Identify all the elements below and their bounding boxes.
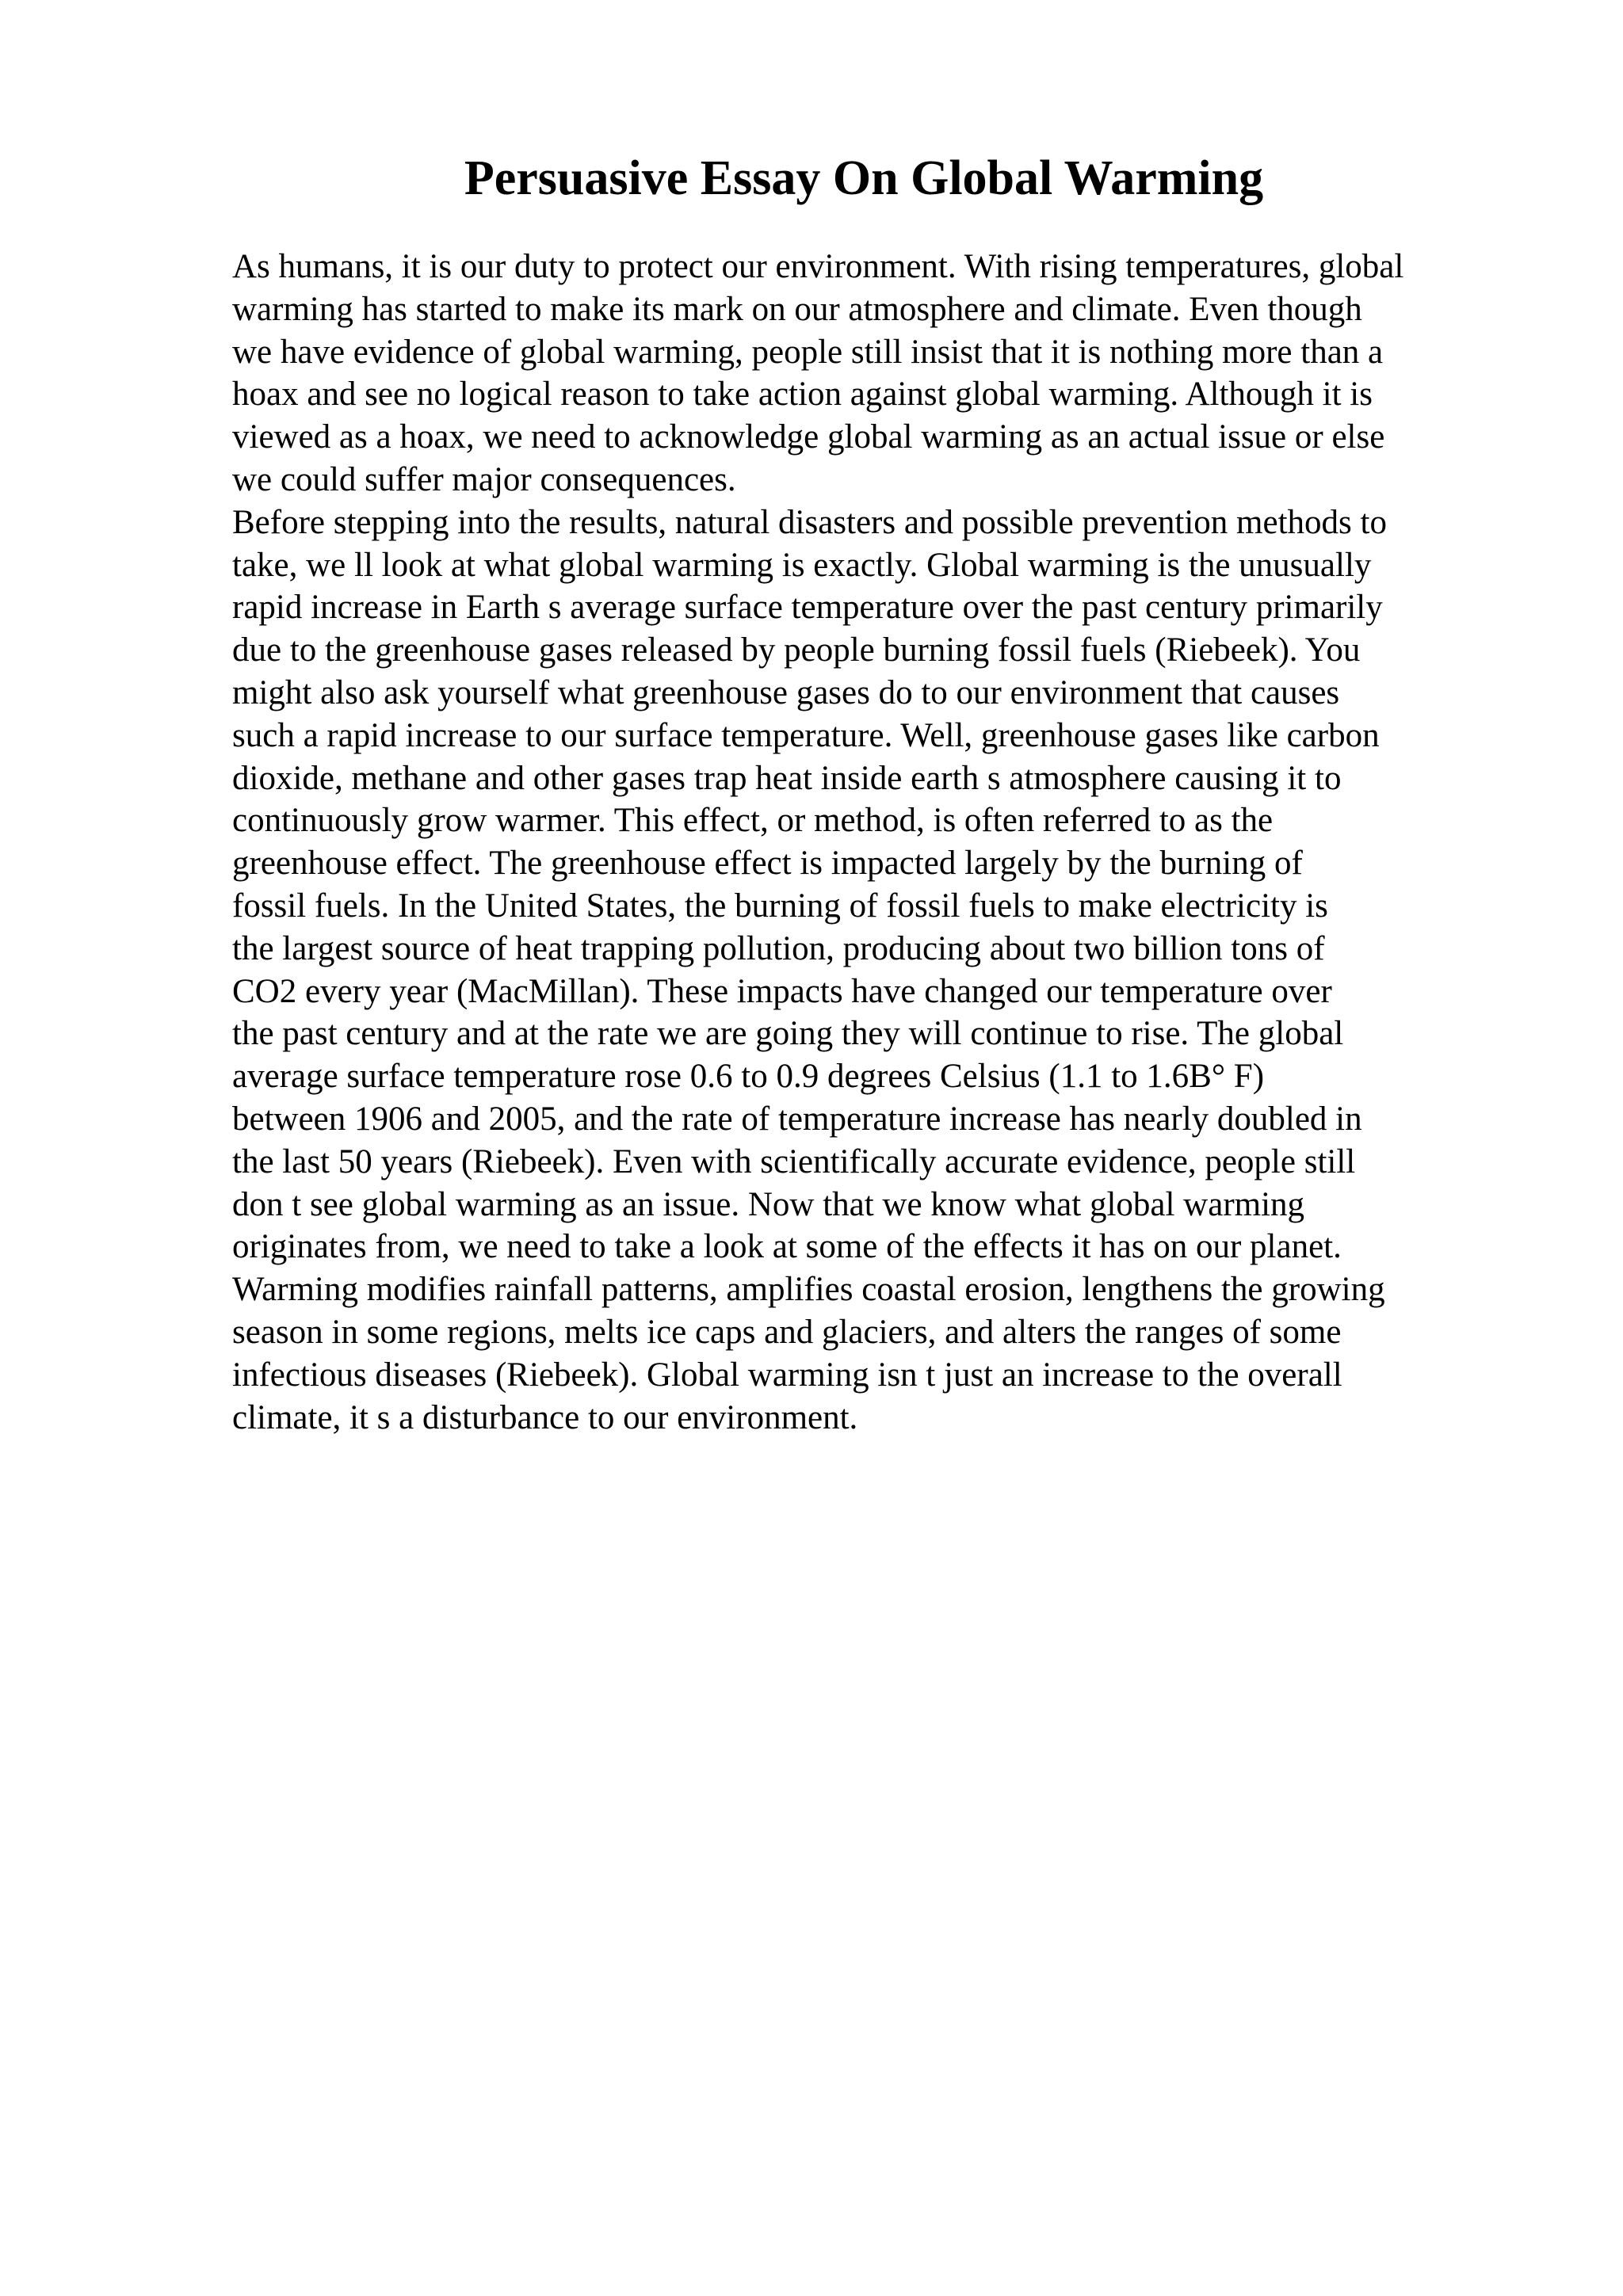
text-line: Before stepping into the results, natural disasters and possible prevention methods to (232, 503, 1387, 541)
text-line: don t see global warming as an issue. Now that we know what global warming (232, 1185, 1305, 1223)
essay-body (232, 246, 1579, 1439)
text-line: the largest source of heat trapping pollution, producing about two billion tons of (232, 929, 1325, 967)
text-line: As humans, it is our duty to protect our environment. With rising temperatures, global (232, 248, 1404, 285)
text-line: hoax and see no logical reason to take action against global warming. Although it is (232, 376, 1373, 414)
text-line: the last 50 years (Riebeek). Even with scientifically accurate evidence, people still (232, 1142, 1356, 1180)
text-line: take, we ll look at what global warming is exactly. Global warming is the unusually (232, 546, 1372, 584)
text-line: average surface temperature rose 0.6 to 0.9 degrees Celsius (1.1 to 1.6B° F) (232, 1058, 1265, 1096)
document-title: Persuasive Essay On Global Warming (464, 151, 1264, 205)
text-line: season in some regions, melts ice caps and glaciers, and alters the ranges of some (232, 1313, 1342, 1351)
text-line: CO2 every year (MacMillan). These impacts have changed our temperature over (232, 972, 1332, 1010)
text-line: the past century and at the rate we are going they will continue to rise. The global (232, 1015, 1344, 1053)
text-line: originates from, we need to take a look at some of the effects it has on our planet. (232, 1228, 1342, 1266)
text-line: we could suffer major consequences. (232, 460, 736, 498)
text-line: Warming modifies rainfall patterns, amplifies coastal erosion, lengthens the growing (232, 1271, 1385, 1309)
text-line: due to the greenhouse gases released by people burning fossil fuels (Riebeek). You (232, 631, 1361, 669)
text-line: between 1906 and 2005, and the rate of temperature increase has nearly doubled in (232, 1100, 1362, 1138)
text-line: fossil fuels. In the United States, the burning of fossil fuels to make electricity is (232, 887, 1328, 925)
text-line: greenhouse effect. The greenhouse effect is impacted largely by the burning of (232, 845, 1303, 883)
text-line: infectious diseases (Riebeek). Global warming isn t just an increase to the overall (232, 1356, 1342, 1394)
text-line: viewed as a hoax, we need to acknowledge global warming as an actual issue or else (232, 418, 1385, 456)
text-line: might also ask yourself what greenhouse gases do to our environment that causes (232, 673, 1340, 711)
text-line: warming has started to make its mark on our atmosphere and climate. Even though (232, 290, 1362, 328)
text-line: climate, it s a disturbance to our environment. (232, 1398, 858, 1436)
text-line: continuously grow warmer. This effect, or method, is often referred to as the (232, 802, 1274, 840)
text-line: dioxide, methane and other gases trap heat inside earth s atmosphere causing it to (232, 759, 1342, 797)
text-line: such a rapid increase to our surface temperature. Well, greenhouse gases like carbon (232, 716, 1380, 754)
text-line: rapid increase in Earth s average surface temperature over the past century primarily (232, 589, 1383, 627)
text-line: we have evidence of global warming, people still insist that it is nothing more than a (232, 333, 1384, 371)
